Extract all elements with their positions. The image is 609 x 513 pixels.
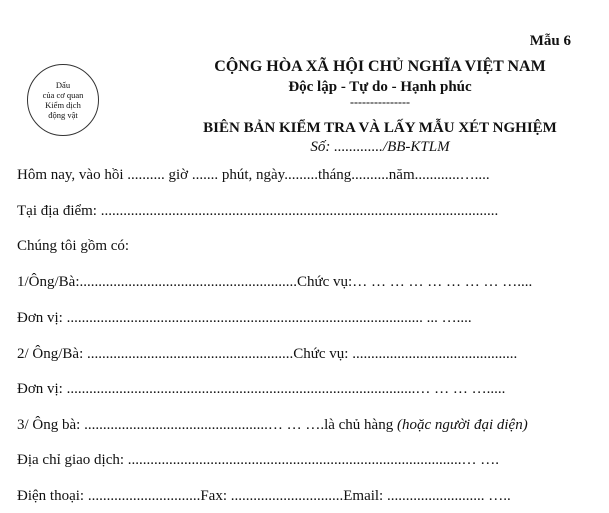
- form-number-label: Mẫu 6: [529, 33, 571, 49]
- person-3-line: [17, 417, 528, 434]
- stamp-line: Dấu: [55, 80, 71, 90]
- stamp-line: Kiểm dịch: [45, 100, 81, 110]
- stamp-line: của cơ quan: [42, 90, 84, 100]
- location-line: Tại địa điểm: ..........................................................................................................: [17, 203, 499, 219]
- nation-name: CỘNG HÒA XÃ HỘI CHỦ NGHĨA VIỆT NAM: [214, 58, 546, 75]
- person-1-line: 1/Ông/Bà:..........................................................Chức vụ:… … … … … … … … …....: [17, 274, 533, 290]
- person-3-note: (hoặc người đại diện): [396, 417, 528, 433]
- person-2-line: 2/ Ông/Bà: .......................................................Chức vụ: ............................................: [17, 346, 518, 362]
- national-motto: Độc lập - Tự do - Hạnh phúc: [288, 79, 472, 95]
- header-divider: ---------------: [350, 95, 410, 109]
- national-header: [130, 57, 609, 108]
- address-line: Địa chỉ giao dịch: .........................................................................................… ….: [17, 452, 500, 468]
- unit-2-line: Đơn vị: .............................................................................................… … … ….....: [17, 381, 506, 397]
- stamp-placeholder: [27, 64, 99, 136]
- date-line: Hôm nay, vào hồi .......... giờ ....... phút, ngày.........tháng..........năm............…....: [17, 167, 490, 183]
- unit-1-line: Đơn vị: ............................................................................................... ... …....: [17, 310, 472, 326]
- contact-line: Điện thoại: ..............................Fax: ..............................Email: .......................... …..: [17, 488, 511, 504]
- stamp-line: động vật: [48, 110, 78, 120]
- person-3-text: 3/ Ông bà: .................................................… … ….là chủ hàng: [17, 417, 397, 433]
- members-heading: Chúng tôi gồm có:: [17, 238, 130, 254]
- document-number: Số: ............./BB-KTLM: [310, 139, 450, 155]
- document-title: BIÊN BẢN KIỂM TRA VÀ LẤY MẪU XÉT NGHIỆM: [203, 120, 557, 136]
